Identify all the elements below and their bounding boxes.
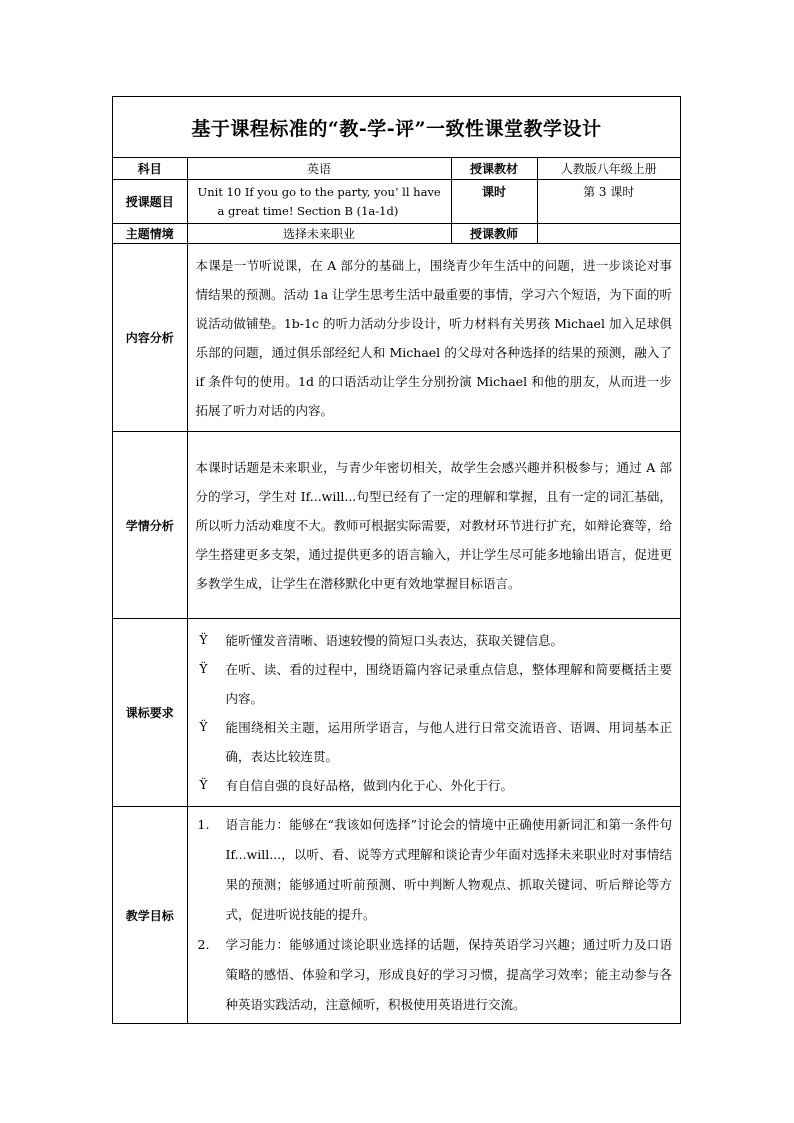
- standards-list: [196, 626, 673, 800]
- period-value: 第 3 课时: [537, 180, 680, 224]
- bullet-icon: Ÿ: [199, 719, 208, 734]
- lesson-plan-frame: [112, 96, 681, 1024]
- objectives-label: 教学目标: [113, 807, 187, 1024]
- learner-analysis-text: 本课时话题是未来职业，与青少年密切相关，故学生会感兴趣并积极参与；通过 A 部分的学习，学生对 If...will...句型已经有了一定的理解和掌握，且有一定的词汇基础，所以听力活动难度不大。教师可根据实际需要，对教材环节进行扩充，如辩论赛等，给学生搭建更多支架，通过提供更多的语言输入，并让学生尽可能多地输出语言，促进更多教学生成，让学生在潜移默化中更有效地掌握目标语言。: [187, 432, 680, 619]
- teacher-value: [537, 224, 680, 244]
- topic-row: [113, 180, 680, 224]
- lesson-plan-table: [113, 157, 680, 1024]
- subject-value: 英语: [187, 158, 451, 180]
- subject-row: [113, 158, 680, 180]
- objectives-row: [113, 807, 680, 1024]
- learner-analysis-row: [113, 432, 680, 619]
- textbook-label: 授课教材: [451, 158, 537, 180]
- objective-text: 学习能力：能够通过谈论职业选择的话题，保持英语学习兴趣；通过听力及口语策略的感悟、体验和学习，形成良好的学习习惯，提高学习效率；能主动参与各种英语实践活动，注意倾听，积极使用英语进行交流。: [225, 937, 672, 1012]
- learner-analysis-label: 学情分析: [113, 432, 187, 619]
- item-number: 2.: [197, 937, 210, 952]
- bullet-icon: Ÿ: [199, 661, 208, 676]
- subject-label: 科目: [113, 158, 187, 180]
- theme-value: 选择未来职业: [187, 224, 451, 244]
- topic-line-2: a great time! Section B (1a-1d): [217, 203, 399, 218]
- item-number: 1.: [197, 817, 210, 832]
- standard-text: 能听懂发音清晰、语速较慢的简短口头表达，获取关键信息。: [225, 632, 564, 648]
- teacher-label: 授课教师: [451, 224, 537, 244]
- objectives-cell: [187, 807, 680, 1024]
- topic-line-1: Unit 10 If you go to the party, you’ ll have: [197, 184, 441, 199]
- standard-text: 有自信自强的良好品格，做到内化于心、外化于行。: [225, 777, 514, 793]
- list-item: [196, 626, 673, 655]
- topic-label: 授课题目: [113, 180, 187, 224]
- standards-row: [113, 619, 680, 807]
- standards-label: 课标要求: [113, 619, 187, 807]
- list-item: [196, 713, 673, 771]
- bullet-icon: Ÿ: [199, 632, 208, 647]
- list-item: [196, 655, 673, 713]
- theme-label: 主题情境: [113, 224, 187, 244]
- objectives-list: [196, 810, 673, 1020]
- standard-text: 在听、读、看的过程中，围绕语篇内容记录重点信息，整体理解和简要概括主要内容。: [225, 661, 672, 706]
- document-title: 基于课程标准的“教-学-评”一致性课堂教学设计: [191, 117, 602, 140]
- textbook-value: 人教版八年级上册: [537, 158, 680, 180]
- standards-cell: [187, 619, 680, 807]
- content-analysis-label: 内容分析: [113, 244, 187, 432]
- content-analysis-text: 本课是一节听说课，在 A 部分的基础上，围绕青少年生活中的问题，进一步谈论对事情结果的预测。活动 1a 让学生思考生活中最重要的事情，学习六个短语，为下面的听说活动做铺垫。1b-1c 的听力活动分步设计，听力材料有关男孩 Michael 加入足球俱乐部的问题，通过俱乐部经纪人和 Michael 的父母对各种选择的结果的预测，融入了 if 条件句的使用。1d 的口语活动让学生分别扮演 Michael 和他的朋友，从而进一步拓展了听力对话的内容。: [187, 244, 680, 432]
- topic-value: [187, 180, 451, 224]
- standard-text: 能围绕相关主题，运用所学语言，与他人进行日常交流语音、语调、用词基本正确，表达比较连贯。: [225, 719, 672, 764]
- objective-text: 语言能力：能够在“我该如何选择”讨论会的情境中正确使用新词汇和第一条件句 If...will...，以听、看、说等方式理解和谈论青少年面对选择未来职业时对事情结果的预测；能够通过听前预测、听中判断人物观点、抓取关键词、听后辩论等方式，促进听说技能的提升。: [225, 817, 672, 922]
- bullet-icon: Ÿ: [199, 777, 208, 792]
- list-item: [196, 930, 673, 1020]
- period-label: 课时: [451, 180, 537, 224]
- list-item: [196, 771, 673, 800]
- content-analysis-row: [113, 244, 680, 432]
- list-item: [196, 810, 673, 930]
- theme-row: [113, 224, 680, 244]
